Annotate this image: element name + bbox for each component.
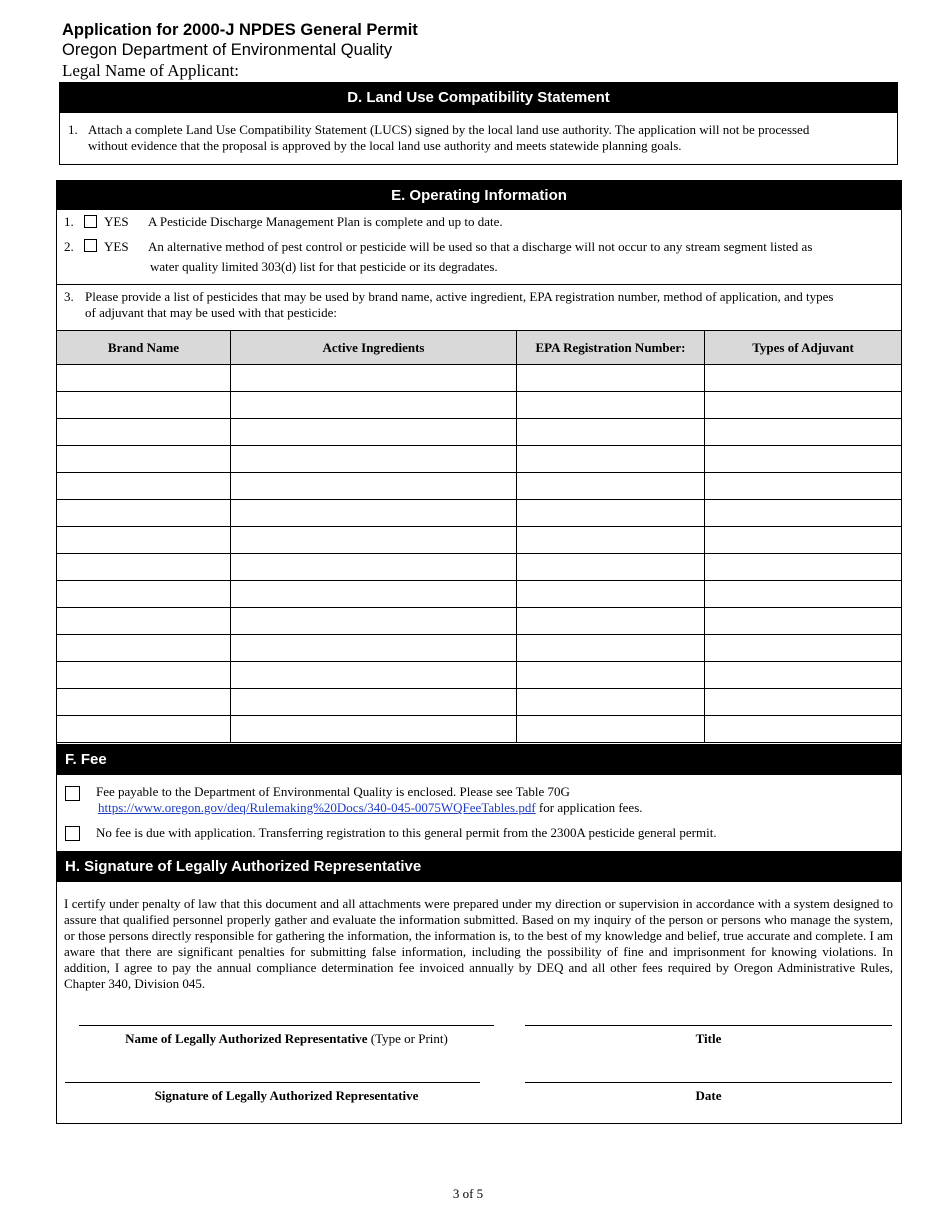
e-item2-yes-label: YES: [104, 239, 129, 254]
section-d-body: [59, 112, 898, 165]
adjuvant-types-cell[interactable]: [705, 635, 902, 662]
active-ingredients-cell[interactable]: [231, 473, 517, 500]
name-label-suffix: (Type or Print): [367, 1031, 448, 1046]
active-ingredients-cell[interactable]: [231, 689, 517, 716]
section-e-title: E. Operating Information: [391, 186, 567, 204]
adjuvant-types-cell[interactable]: [705, 419, 902, 446]
adjuvant-types-cell[interactable]: [705, 473, 902, 500]
epa-registration-cell[interactable]: [517, 500, 705, 527]
epa-registration-cell[interactable]: [517, 608, 705, 635]
e-item1-number: 1.: [64, 214, 74, 229]
section-d-title: D. Land Use Compatibility Statement: [347, 89, 610, 106]
section-e-header: [56, 180, 902, 210]
section-d-item-number: 1.: [68, 122, 78, 137]
epa-registration-cell[interactable]: [517, 689, 705, 716]
no-fee-checkbox[interactable]: [65, 826, 80, 841]
fee-link-suffix: for application fees.: [535, 800, 643, 815]
adjuvant-types-cell[interactable]: [705, 446, 902, 473]
section-d-header: [59, 82, 898, 113]
table-row: [57, 446, 902, 473]
alternative-method-yes-checkbox[interactable]: [84, 239, 97, 252]
table-row: [57, 554, 902, 581]
adjuvant-types-cell[interactable]: [705, 500, 902, 527]
table-row: [57, 419, 902, 446]
fee-enclosed-checkbox[interactable]: [65, 786, 80, 801]
brand-name-cell[interactable]: [57, 716, 231, 743]
epa-registration-cell[interactable]: [517, 419, 705, 446]
epa-registration-cell[interactable]: [517, 554, 705, 581]
brand-name-header: Brand Name: [57, 331, 231, 365]
date-label: Date: [695, 1088, 722, 1103]
table-row: [57, 716, 902, 743]
brand-name-cell[interactable]: [57, 689, 231, 716]
section-f-header: [56, 744, 902, 775]
epa-registration-cell[interactable]: [517, 392, 705, 419]
active-ingredients-cell[interactable]: [231, 554, 517, 581]
brand-name-cell[interactable]: [57, 527, 231, 554]
adjuvant-types-cell[interactable]: [705, 554, 902, 581]
adjuvant-types-cell[interactable]: [705, 581, 902, 608]
adjuvant-types-cell[interactable]: [705, 716, 902, 743]
e-item1-text: A Pesticide Discharge Management Plan is complete and up to date.: [148, 214, 503, 229]
active-ingredients-cell[interactable]: [231, 662, 517, 689]
epa-registration-header: EPA Registration Number:: [517, 331, 705, 365]
name-label-bold: Name of Legally Authorized Representative: [125, 1031, 368, 1046]
title-label: Title: [695, 1031, 722, 1046]
active-ingredients-cell[interactable]: [231, 446, 517, 473]
e-item3-number: 3.: [64, 289, 74, 304]
active-ingredients-cell[interactable]: [231, 635, 517, 662]
adjuvant-types-cell[interactable]: [705, 608, 902, 635]
brand-name-cell[interactable]: [57, 662, 231, 689]
adjuvant-types-header: Types of Adjuvant: [705, 331, 902, 365]
fee-link-line: [98, 800, 643, 816]
e-item2-number: 2.: [64, 239, 74, 254]
active-ingredients-cell[interactable]: [231, 365, 517, 392]
table-row: [57, 662, 902, 689]
table-row: [57, 473, 902, 500]
active-ingredients-cell[interactable]: [231, 527, 517, 554]
e-item3-text-line1: Please provide a list of pesticides that may be used by brand name, active ingredient, EPA registration number, method of application, and types: [85, 289, 834, 304]
brand-name-cell[interactable]: [57, 419, 231, 446]
brand-name-cell[interactable]: [57, 554, 231, 581]
name-label: [79, 1031, 494, 1047]
brand-name-cell[interactable]: [57, 581, 231, 608]
adjuvant-types-cell[interactable]: [705, 662, 902, 689]
e-item3-text-line2: of adjuvant that may be used with that pesticide:: [85, 305, 337, 320]
active-ingredients-cell[interactable]: [231, 500, 517, 527]
table-row: [57, 500, 902, 527]
section-h-header: [56, 851, 902, 882]
epa-registration-cell[interactable]: [517, 527, 705, 554]
signature-line[interactable]: [65, 1082, 480, 1083]
brand-name-cell[interactable]: [57, 446, 231, 473]
pesticide-table-body: [57, 365, 902, 743]
pdmp-yes-checkbox[interactable]: [84, 215, 97, 228]
epa-registration-cell[interactable]: [517, 365, 705, 392]
table-row: [57, 635, 902, 662]
table-row: [57, 527, 902, 554]
active-ingredients-cell[interactable]: [231, 716, 517, 743]
active-ingredients-header: Active Ingredients: [231, 331, 517, 365]
title-line[interactable]: [525, 1025, 892, 1026]
table-row: [57, 608, 902, 635]
epa-registration-cell[interactable]: [517, 581, 705, 608]
epa-registration-cell[interactable]: [517, 473, 705, 500]
pesticide-table: [56, 330, 902, 743]
epa-registration-cell[interactable]: [517, 635, 705, 662]
adjuvant-types-cell[interactable]: [705, 527, 902, 554]
e-item1-yes-label: YES: [104, 214, 129, 229]
brand-name-cell[interactable]: [57, 635, 231, 662]
table-row: [57, 689, 902, 716]
e-item2-text-line1: An alternative method of pest control or pesticide will be used so that a discharge will not occur to any stream segment listed as: [148, 239, 813, 254]
lucs-instruction-line1: Attach a complete Land Use Compatibility Statement (LUCS) signed by the local land use authority. The application will not be processed: [88, 122, 810, 137]
brand-name-cell[interactable]: [57, 392, 231, 419]
brand-name-cell[interactable]: [57, 608, 231, 635]
fee-enclosed-text: Fee payable to the Department of Environmental Quality is enclosed. Please see Table 70G: [96, 784, 570, 799]
active-ingredients-cell[interactable]: [231, 419, 517, 446]
agency-name: Oregon Department of Environmental Quality: [62, 41, 393, 59]
table-row: [57, 365, 902, 392]
page-number: 3 of 5: [452, 1186, 484, 1201]
section-h-title: H. Signature of Legally Authorized Representative: [65, 858, 422, 875]
e-item2-text-line2: water quality limited 303(d) list for that pesticide or its degradates.: [150, 259, 498, 274]
form-title: Application for 2000-J NPDES General Permit: [62, 21, 418, 39]
table-row: [57, 392, 902, 419]
section-f-title: F. Fee: [65, 751, 107, 768]
table-row: [57, 581, 902, 608]
certification-statement: I certify under penalty of law that this document and all attachments were prepared under my direction or supervision in accordance with a system designed to assure that qualified personnel properly gather and evaluate the information submitted. Based on my inquiry of the person or persons who manage the system, or those persons directly responsible for gathering the information, the information is, to the best of my knowledge and belief, true accurate and complete. I am aware that there are significant penalties for submitting false information, including the possibility of fine and imprisonment for knowing violations. In addition, I agree to pay the annual compliance determination fee invoiced annually by DEQ and all other fees required by Oregon Administrative Rules, Chapter 340, Division 045.: [64, 896, 893, 991]
date-line[interactable]: [525, 1082, 892, 1083]
e-divider: [56, 284, 902, 285]
active-ingredients-cell[interactable]: [231, 608, 517, 635]
adjuvant-types-cell[interactable]: [705, 392, 902, 419]
pesticide-table-header-row: [57, 331, 902, 365]
brand-name-cell[interactable]: [57, 473, 231, 500]
epa-registration-cell[interactable]: [517, 446, 705, 473]
adjuvant-types-cell[interactable]: [705, 689, 902, 716]
active-ingredients-cell[interactable]: [231, 581, 517, 608]
no-fee-text: No fee is due with application. Transferring registration to this general permit from the 2300A pesticide general permit.: [96, 825, 717, 840]
brand-name-cell[interactable]: [57, 500, 231, 527]
fee-tables-link[interactable]: https://www.oregon.gov/deq/Rulemaking%20Docs/340-045-0075WQFeeTables.pdf: [98, 800, 536, 815]
name-line[interactable]: [79, 1025, 494, 1026]
adjuvant-types-cell[interactable]: [705, 365, 902, 392]
legal-name-label: Legal Name of Applicant:: [62, 61, 240, 80]
brand-name-cell[interactable]: [57, 365, 231, 392]
epa-registration-cell[interactable]: [517, 662, 705, 689]
active-ingredients-cell[interactable]: [231, 392, 517, 419]
epa-registration-cell[interactable]: [517, 716, 705, 743]
lucs-instruction-line2: without evidence that the proposal is approved by the local land use authority and meets statewide planning goals.: [88, 138, 682, 153]
signature-label: Signature of Legally Authorized Representative: [154, 1088, 419, 1103]
